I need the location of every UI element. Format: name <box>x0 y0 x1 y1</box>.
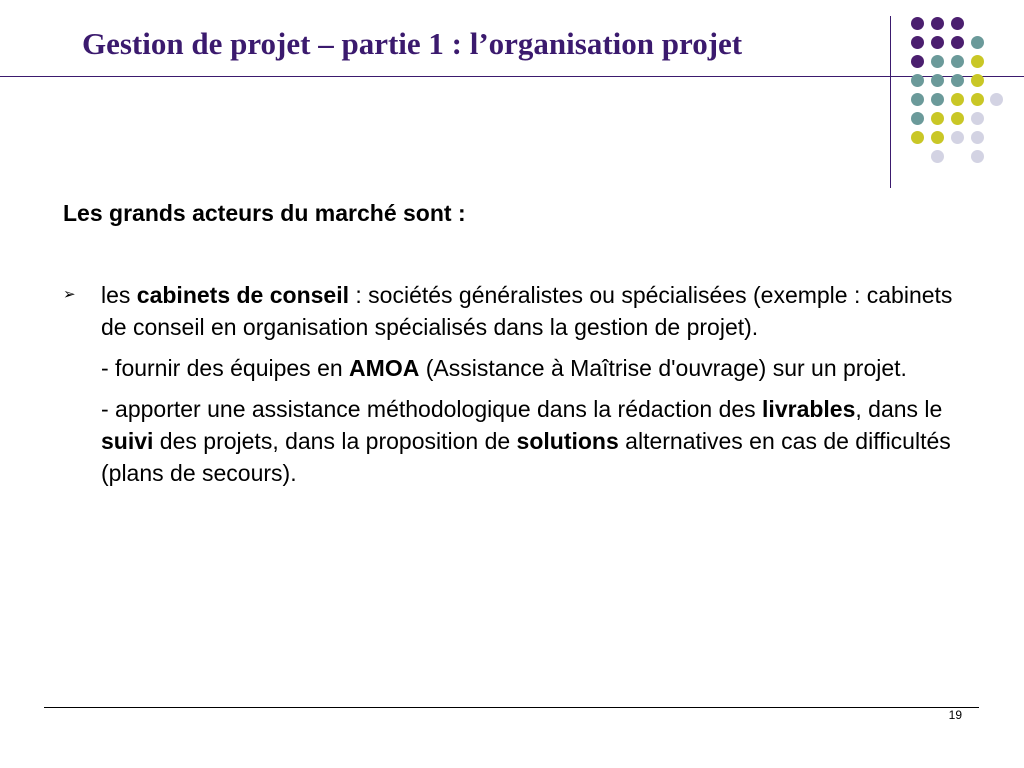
bold-term-cabinets: cabinets de conseil <box>136 282 349 308</box>
text-segment: les <box>101 282 137 308</box>
decorative-dot <box>951 17 964 30</box>
arrow-bullet-icon: ➢ <box>63 286 76 303</box>
text-segment: des projets, dans la proposition de <box>153 428 517 454</box>
decorative-dot <box>931 93 944 106</box>
text-segment: - fournir des équipes en <box>101 355 350 381</box>
vertical-divider <box>890 16 891 188</box>
decorative-dot <box>951 55 964 68</box>
decorative-dot <box>971 150 984 163</box>
decorative-dot <box>951 93 964 106</box>
decorative-dot <box>911 17 924 30</box>
bullet-paragraph-2 <box>101 352 961 384</box>
decorative-dot <box>931 36 944 49</box>
bullet-text <box>101 279 961 489</box>
decorative-dot <box>931 112 944 125</box>
decorative-dot <box>951 112 964 125</box>
decorative-dot <box>911 112 924 125</box>
text-segment: - apporter une assistance méthodologique dans la rédaction des <box>101 396 763 422</box>
decorative-dot <box>971 55 984 68</box>
bullet-paragraph-3 <box>101 393 961 489</box>
decorative-dot <box>971 93 984 106</box>
footer-divider <box>44 707 979 708</box>
bold-term-solutions: solutions <box>516 428 619 454</box>
slide-title: Gestion de projet – partie 1 : l’organisation projet <box>82 26 743 61</box>
decorative-dot <box>931 17 944 30</box>
decorative-dot <box>931 131 944 144</box>
decorative-dot <box>911 131 924 144</box>
bold-term-livrables: livrables <box>762 396 856 422</box>
decorative-dot <box>990 93 1003 106</box>
decorative-dot <box>971 112 984 125</box>
text-segment: , dans le <box>855 396 943 422</box>
bullet-paragraph-1 <box>101 279 961 343</box>
bullet-item-consulting-firms <box>63 279 963 489</box>
decorative-dot <box>911 55 924 68</box>
decorative-dot <box>931 55 944 68</box>
decorative-dot <box>911 93 924 106</box>
decorative-dot <box>951 131 964 144</box>
bold-term-amoa: AMOA <box>349 355 420 381</box>
title-divider <box>0 76 1024 77</box>
decorative-dot <box>971 36 984 49</box>
text-segment: alternatives en cas de difficultés (plans de secours). <box>101 428 951 486</box>
text-segment: : sociétés généralistes ou spécialisées (exemple : cabinets de conseil en organisation spécialisés dans la gestion de projet). <box>101 282 953 340</box>
section-heading: Les grands acteurs du marché sont : <box>63 200 466 226</box>
decorative-dot <box>951 36 964 49</box>
text-segment: (Assistance à Maîtrise d'ouvrage) sur un projet. <box>419 355 907 381</box>
decorative-dot <box>971 131 984 144</box>
page-number: 19 <box>948 708 962 722</box>
decorative-dot <box>931 150 944 163</box>
decorative-dot <box>911 36 924 49</box>
bold-term-suivi: suivi <box>101 428 154 454</box>
slide-content <box>63 197 983 486</box>
